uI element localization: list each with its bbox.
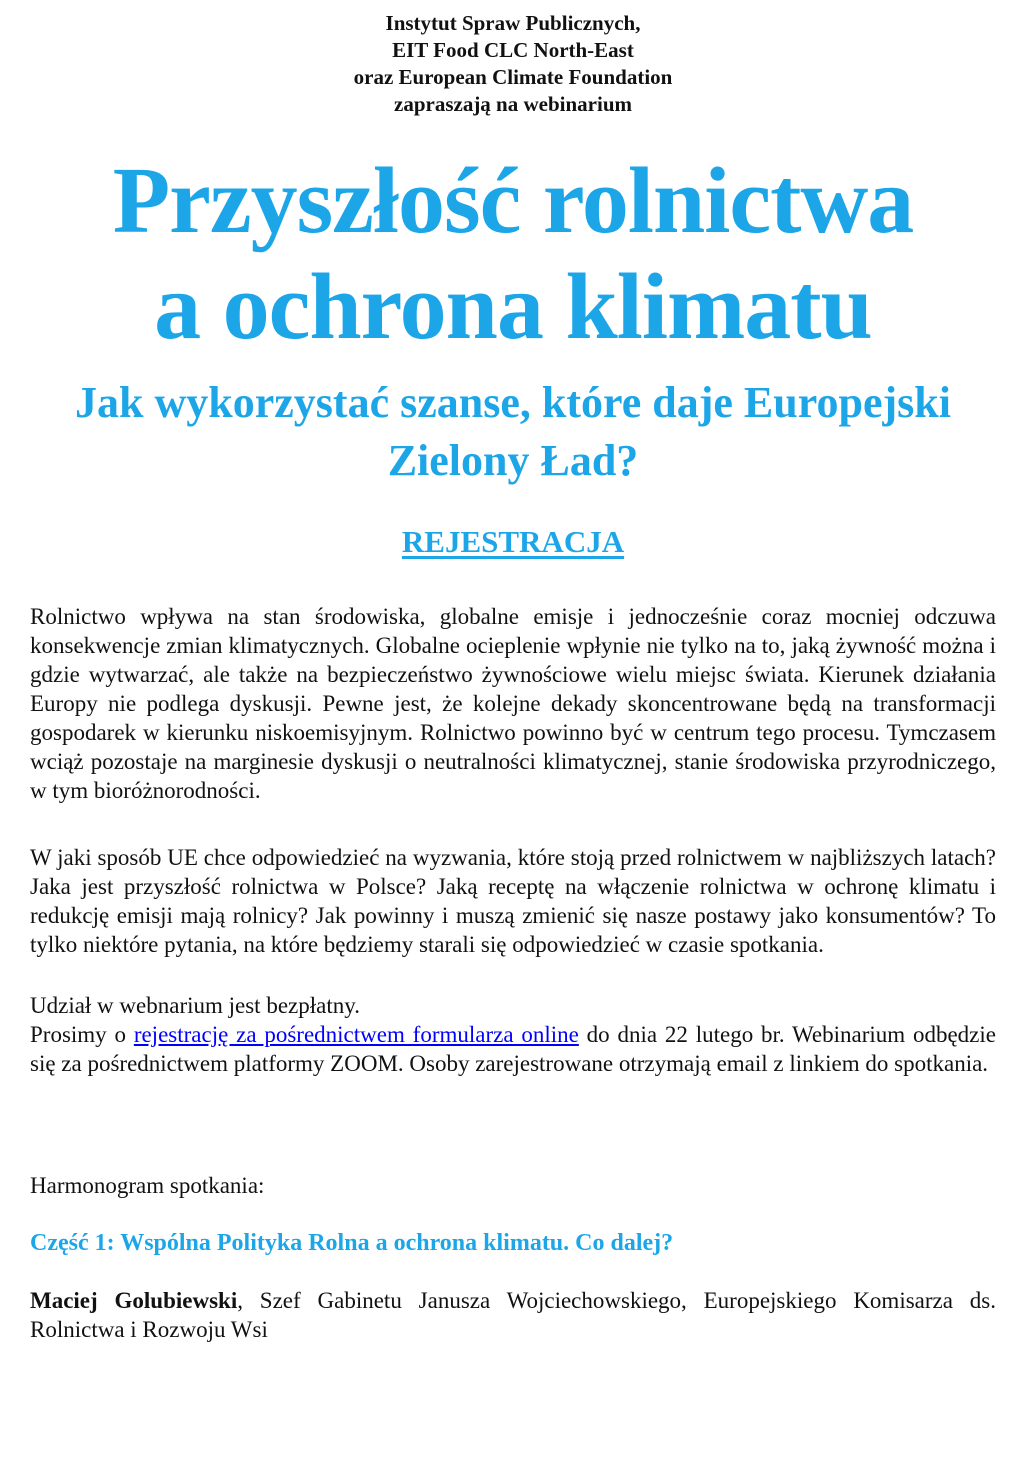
speaker-name: Maciej Golubiewski bbox=[30, 1288, 238, 1313]
paragraph-intro: Rolnictwo wpływa na stan środowiska, globalne emisje i jednocześnie coraz mocniej odczuwa konsekwencje zmian klimatycznych. Globalne ocieplenie wpłynie nie tylko na to, jaką żywność można i gdzie wytwarzać, ale także na bezpieczeństwo żywnościowe wielu miejsc świata. Kierunek działania Europy nie podlega dyskusji. Pewne jest, że kolejne dekady skoncentrowane będą na transformacji gospodarek w kierunku niskoemisyjnym. Rolnictwo powinno być w centrum tego procesu. Tymczasem wciąż pozostaje na marginesie dyskusji o neutralności klimatycznej, stanie środowiska przyrodniczego, w tym bioróżnorodności. bbox=[30, 604, 996, 803]
page-title-line-1: Przyszłość rolnictwa bbox=[112, 149, 914, 253]
header-organizer-line-2: EIT Food CLC North-East bbox=[392, 38, 634, 62]
speaker-role: , Szef Gabinetu Janusza Wojciechowskiego, Europejskiego Komisarza ds. Rolnictwa i Rozwoju Wsi bbox=[30, 1288, 996, 1342]
schedule-part1-title: Część 1: Wspólna Polityka Rolna a ochrona klimatu. Co dalej? bbox=[30, 1230, 674, 1256]
schedule-heading: Harmonogram spotkania: bbox=[30, 1173, 265, 1198]
speaker-entry bbox=[30, 1286, 996, 1344]
page-subtitle bbox=[30, 374, 996, 490]
header-invite-line: zapraszają na webinarium bbox=[394, 92, 632, 116]
page-subtitle-line-1: Jak wykorzystać szanse, które daje Europejski bbox=[75, 378, 951, 427]
header-organizer-line-1: Instytut Spraw Publicznych, bbox=[385, 11, 641, 35]
page-title bbox=[30, 148, 996, 360]
registration-deadline-text: do dnia 22 lutego br. Webinarium odbędzie się za pośrednictwem platformy ZOOM. Osoby zarejestrowane otrzymają email z linkiem do spotkania. bbox=[30, 1022, 996, 1076]
registration-form-link[interactable]: rejestrację za pośrednictwem formularza online bbox=[133, 1022, 579, 1047]
registration-link-row bbox=[30, 524, 996, 564]
header-organizer-line-3: oraz European Climate Foundation bbox=[353, 65, 673, 89]
free-participation-text: Udział w webnarium jest bezpłatny. bbox=[30, 993, 360, 1018]
document-header bbox=[30, 10, 996, 118]
paragraph-questions: W jaki sposób UE chce odpowiedzieć na wyzwania, które stoją przed rolnictwem w najbliższych latach? Jaka jest przyszłość rolnictwa w Polsce? Jaką receptę na włączenie rolnictwa w ochronę klimatu i redukcję emisji mają rolnicy? Jak powinny i muszą zmienić się nasze postawy jako konsumentów? To tylko niektóre pytania, na które będziemy starali się odpowiedzieć w czasie spotkania. bbox=[30, 845, 996, 957]
page-subtitle-line-2: Zielony Ład? bbox=[387, 436, 639, 485]
page-title-line-2: a ochrona klimatu bbox=[154, 255, 872, 359]
registration-link[interactable]: REJESTRACJA bbox=[401, 524, 625, 559]
registration-prompt-text: Prosimy o bbox=[30, 1022, 134, 1047]
paragraph-registration-info bbox=[30, 991, 996, 1078]
